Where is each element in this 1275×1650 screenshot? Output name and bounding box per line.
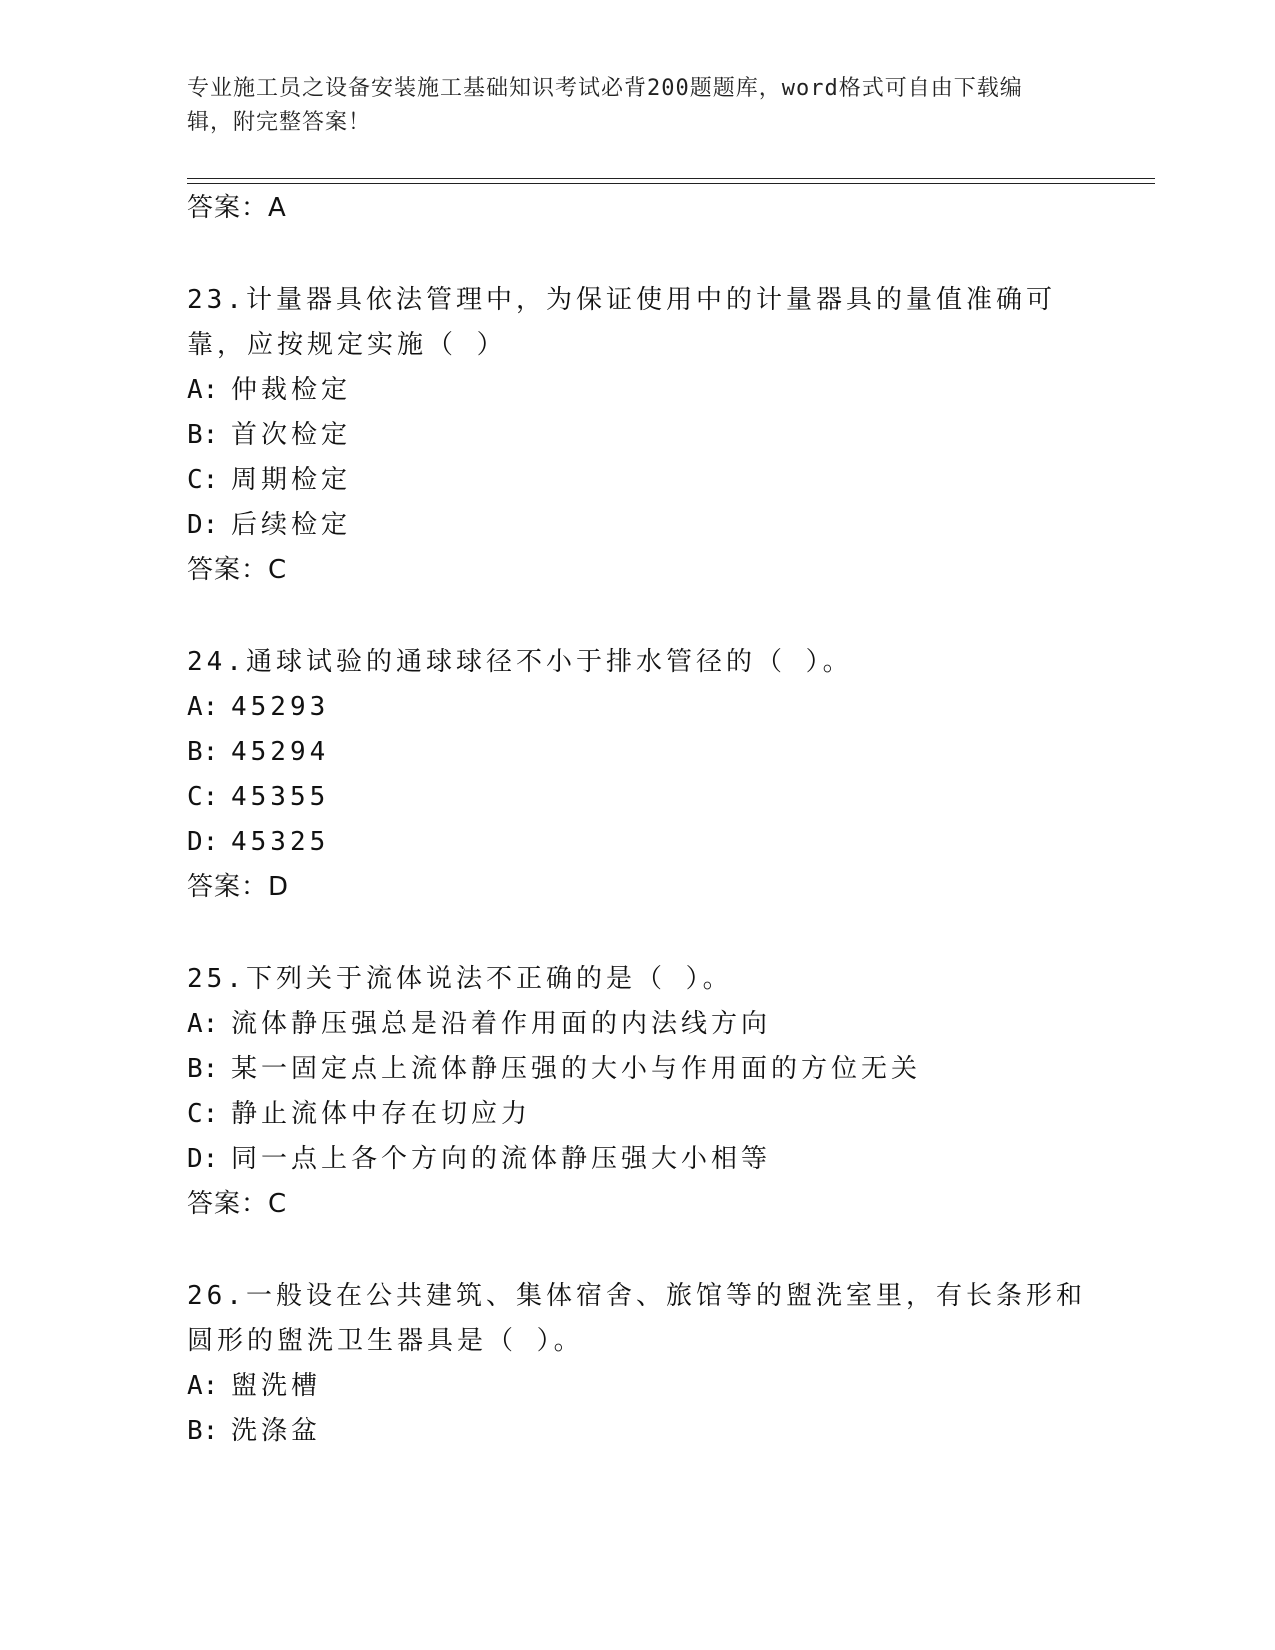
option-text: 后续检定 [231, 510, 352, 540]
option-text: 周期检定 [231, 465, 352, 495]
option-b [187, 1047, 1087, 1092]
option-letter: D: [187, 827, 219, 857]
option-letter: C: [187, 1099, 219, 1129]
option-b [187, 413, 1087, 458]
answer-line: 答案：D [187, 872, 290, 902]
answer-line: 答案：A [187, 193, 287, 223]
option-d [187, 503, 1087, 548]
option-letter: D: [187, 1144, 219, 1174]
option-letter: B: [187, 737, 219, 767]
header-divider-bottom [187, 183, 1155, 184]
option-letter: A: [187, 1371, 219, 1401]
option-letter: A: [187, 692, 219, 722]
option-a [187, 368, 1087, 413]
option-text: 盥洗槽 [231, 1371, 322, 1401]
option-a [187, 1002, 1087, 1047]
option-text: 仲裁检定 [231, 375, 352, 405]
option-a [187, 685, 1087, 730]
question-text: 24.通球试验的通球球径不小于排水管径的（ ）。 [187, 647, 853, 677]
header-divider-top [187, 178, 1155, 179]
question-24 [187, 640, 1087, 909]
question-text: 25.下列关于流体说法不正确的是（ ）。 [187, 964, 733, 994]
question-25 [187, 957, 1087, 1226]
document-body [187, 186, 1087, 1454]
option-a [187, 1364, 1087, 1409]
option-text: 静止流体中存在切应力 [231, 1099, 532, 1129]
option-letter: A: [187, 1009, 219, 1039]
document-header: 专业施工员之设备安装施工基础知识考试必背200题题库，word格式可自由下载编辑，附完整答案！ [187, 76, 1023, 135]
question-23 [187, 278, 1087, 592]
option-letter: A: [187, 375, 219, 405]
option-c [187, 458, 1087, 503]
option-letter: B: [187, 420, 219, 450]
option-text: 45355 [231, 782, 330, 812]
option-text: 某一固定点上流体静压强的大小与作用面的方位无关 [231, 1054, 922, 1084]
question-text: 26.一般设在公共建筑、集体宿舍、旅馆等的盥洗室里，有长条形和圆形的盥洗卫生器具是（ ）。 [187, 1281, 1086, 1356]
option-text: 同一点上各个方向的流体静压强大小相等 [231, 1144, 772, 1174]
option-c [187, 1092, 1087, 1137]
option-d [187, 1137, 1087, 1182]
option-b [187, 730, 1087, 775]
option-letter: B: [187, 1416, 219, 1446]
option-letter: D: [187, 510, 219, 540]
option-text: 首次检定 [231, 420, 352, 450]
option-letter: B: [187, 1054, 219, 1084]
answer-line: 答案：C [187, 555, 288, 585]
question-26 [187, 1274, 1087, 1454]
option-letter: C: [187, 782, 219, 812]
option-text: 45293 [231, 692, 330, 722]
option-text: 45325 [231, 827, 330, 857]
answer-line: 答案：C [187, 1189, 288, 1219]
option-letter: C: [187, 465, 219, 495]
option-d [187, 820, 1087, 865]
option-text: 45294 [231, 737, 330, 767]
option-text: 流体静压强总是沿着作用面的内法线方向 [231, 1009, 772, 1039]
question-text: 23.计量器具依法管理中，为保证使用中的计量器具的量值准确可靠，应按规定实施（ ） [187, 285, 1056, 360]
option-c [187, 775, 1087, 820]
option-b [187, 1409, 1087, 1454]
option-text: 洗涤盆 [231, 1416, 322, 1446]
